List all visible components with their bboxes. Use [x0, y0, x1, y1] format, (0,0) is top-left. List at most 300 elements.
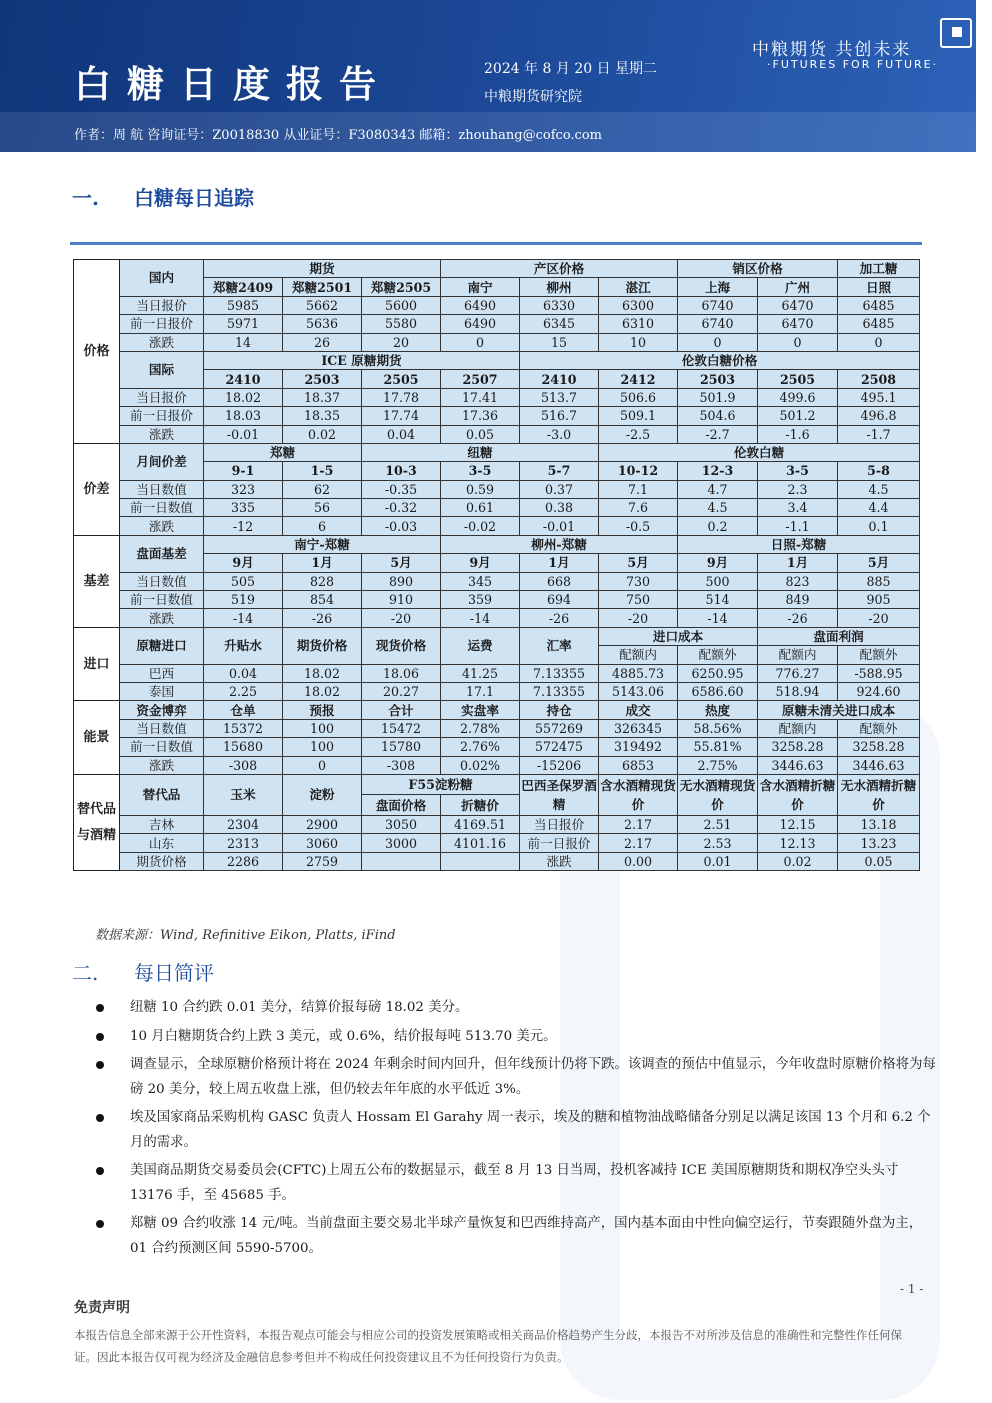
value-cell: 0.00: [599, 852, 678, 870]
value-cell: 359: [441, 591, 520, 609]
row-label: 山东: [120, 834, 204, 852]
group-header: 国际: [120, 351, 204, 388]
column-header: 2410: [204, 370, 283, 388]
category-label: 基差: [74, 535, 120, 627]
brand-subtitle: ·FUTURES FOR FUTURE·: [767, 58, 939, 71]
value-cell: 58.56%: [678, 719, 758, 737]
column-header: 无水酒精现货价: [678, 774, 758, 815]
value-cell: 0.04: [204, 664, 283, 682]
group-header: 巴西圣保罗酒精: [520, 774, 599, 815]
group-header: 月间价差: [120, 443, 204, 480]
column-header: 3-5: [758, 462, 838, 480]
table-row: [74, 719, 920, 737]
table-row: [74, 701, 920, 719]
value-cell: 2.17: [599, 815, 678, 833]
value-cell: 6485: [838, 315, 920, 333]
value-cell: -308: [204, 756, 283, 774]
group-header: 郑糖: [204, 443, 362, 461]
value-cell: 7.13355: [520, 664, 599, 682]
group-header: 伦敦白糖价格: [520, 351, 920, 369]
section-title: 白糖每日追踪: [134, 186, 254, 210]
value-cell: 504.6: [678, 407, 758, 425]
column-header: 现货价格: [362, 627, 441, 664]
comment-text: 调查显示，全球原糖价格预计将在 2024 年剩余时间内回升，但年线预计仍将下跌。该调查的预估中值显示，今年收盘时原糖价格将为每磅 20 美分，较上周五收盘上涨，但仍较去年年底的水平低近 3%。: [130, 1057, 936, 1097]
row-label: 涨跌: [120, 333, 204, 351]
value-cell: 7.6: [599, 499, 678, 517]
comment-item: [96, 996, 936, 1021]
cofco-logo-icon: [940, 18, 972, 48]
comment-text: 郑糖 09 合约收涨 14 元/吨。当前盘面主要交易北半球产量恢复和巴西维持高产，国内基本面由中性向偏空运行，节奏跟随外盘为主，01 合约预测区间 5590-5700。: [130, 1216, 923, 1256]
table-row: [74, 425, 920, 443]
value-cell: 14: [204, 333, 283, 351]
column-header: 郑糖2409: [204, 278, 283, 296]
value-cell: 557269: [520, 719, 599, 737]
value-cell: 10: [599, 333, 678, 351]
column-header: 1月: [758, 554, 838, 572]
value-cell: 2.3: [758, 480, 838, 498]
category-label: 进口: [74, 627, 120, 701]
value-cell: 345: [441, 572, 520, 590]
table-row: [74, 591, 920, 609]
value-cell: -0.5: [599, 517, 678, 535]
value-cell: 0: [441, 333, 520, 351]
group-header: 纽糖: [362, 443, 599, 461]
value-cell: 18.06: [362, 664, 441, 682]
value-cell: 6853: [599, 756, 678, 774]
value-cell: 694: [520, 591, 599, 609]
value-cell: 890: [362, 572, 441, 590]
value-cell: 5143.06: [599, 682, 678, 700]
value-cell: [362, 852, 441, 870]
row-label: 涨跌: [120, 756, 204, 774]
value-cell: 100: [283, 719, 362, 737]
value-cell: 3446.63: [758, 756, 838, 774]
table-row: [74, 351, 920, 369]
table-row: [74, 499, 920, 517]
column-header: 2505: [758, 370, 838, 388]
column-header: 10-3: [362, 462, 441, 480]
row-label: 前一日数值: [120, 499, 204, 517]
value-cell: 2.75%: [678, 756, 758, 774]
bullet-icon: [96, 1167, 104, 1175]
value-cell: -588.95: [838, 664, 920, 682]
column-header: 5月: [362, 554, 441, 572]
comment-text: 纽糖 10 合约跌 0.01 美分，结算价报每磅 18.02 美分。: [130, 1000, 469, 1015]
column-header: 成交: [599, 701, 678, 719]
value-cell: 15680: [204, 738, 283, 756]
table-row: [74, 815, 920, 833]
comment-text: 埃及国家商品采购机构 GASC 负责人 Hossam El Garahy 周一表示，埃及的糖和植物油战略储备分别足以满足该国 13 个月和 6.2 个月的需求。: [130, 1110, 931, 1150]
value-cell: 495.1: [838, 388, 920, 406]
value-cell: -26: [520, 609, 599, 627]
column-header: 日照: [838, 278, 920, 296]
column-header: 2503: [283, 370, 362, 388]
value-cell: -26: [283, 609, 362, 627]
value-cell: 2304: [204, 815, 283, 833]
column-header: 热度: [678, 701, 758, 719]
value-cell: 501.9: [678, 388, 758, 406]
value-cell: 5985: [204, 296, 283, 314]
column-header: 期货价格: [283, 627, 362, 664]
comment-item: [96, 1159, 936, 1208]
value-cell: -0.32: [362, 499, 441, 517]
group-header: 柳州-郑糖: [441, 535, 678, 553]
table-row: [74, 627, 920, 645]
institute-name: 中粮期货研究院: [484, 89, 582, 105]
row-label: 吉林: [120, 815, 204, 833]
column-header: 配额内: [599, 646, 678, 664]
column-header: 持仓: [520, 701, 599, 719]
comment-item: [96, 1025, 936, 1050]
value-cell: 2759: [283, 852, 362, 870]
value-cell: 6740: [678, 296, 758, 314]
column-header: 2508: [838, 370, 920, 388]
column-header: 5-8: [838, 462, 920, 480]
value-cell: 499.6: [758, 388, 838, 406]
value-cell: 4885.73: [599, 664, 678, 682]
group-header: 原糖进口: [120, 627, 204, 664]
value-cell: 319492: [599, 738, 678, 756]
column-header: 含水酒精折糖价: [758, 774, 838, 815]
value-cell: 0: [838, 333, 920, 351]
value-cell: 849: [758, 591, 838, 609]
value-cell: 3258.28: [758, 738, 838, 756]
column-header: 5月: [599, 554, 678, 572]
value-cell: -14: [678, 609, 758, 627]
value-cell: 4169.51: [441, 815, 520, 833]
value-cell: 62: [283, 480, 362, 498]
value-cell: 516.7: [520, 407, 599, 425]
row-label: 涨跌: [120, 425, 204, 443]
value-cell: 13.18: [838, 815, 920, 833]
section-heading-tracking: [72, 182, 254, 211]
value-cell: 0: [758, 333, 838, 351]
report-date: 2024 年 8 月 20 日 星期二: [484, 61, 658, 77]
value-cell: 2900: [283, 815, 362, 833]
value-cell: 496.8: [838, 407, 920, 425]
value-cell: 6490: [441, 296, 520, 314]
value-cell: 730: [599, 572, 678, 590]
value-cell: 26: [283, 333, 362, 351]
column-header: 1月: [283, 554, 362, 572]
value-cell: 924.60: [838, 682, 920, 700]
value-cell: 100: [283, 738, 362, 756]
comment-text: 10 月白糖期货合约上跌 3 美元，或 0.6%，结价报每吨 513.70 美元。: [130, 1028, 557, 1044]
column-header: 无水酒精折糖价: [838, 774, 920, 815]
page-number: - 1 -: [900, 1282, 924, 1296]
value-cell: 500: [678, 572, 758, 590]
report-title: 白糖日度报告: [74, 62, 392, 106]
value-cell: 0.05: [441, 425, 520, 443]
value-cell: 20.27: [362, 682, 441, 700]
category-label: 价格: [74, 260, 120, 444]
column-header: 仓单: [204, 701, 283, 719]
value-cell: 0.38: [520, 499, 599, 517]
value-cell: 4101.16: [441, 834, 520, 852]
group-header: 原糖未清关进口成本: [758, 701, 920, 719]
value-cell: 0.04: [362, 425, 441, 443]
column-header: 运费: [441, 627, 520, 664]
column-header: 1月: [520, 554, 599, 572]
banner-edge: [976, 0, 992, 152]
value-cell: -12: [204, 517, 283, 535]
row-label: 前一日数值: [120, 591, 204, 609]
group-header: 销区价格: [678, 260, 838, 278]
daily-tracking-table: [73, 259, 920, 871]
bullet-icon: [96, 1220, 104, 1228]
value-cell: 55.81%: [678, 738, 758, 756]
value-cell: 6345: [520, 315, 599, 333]
value-cell: 2286: [204, 852, 283, 870]
value-cell: -0.01: [204, 425, 283, 443]
value-cell: -14: [441, 609, 520, 627]
column-header: 实盘率: [441, 701, 520, 719]
row-label: 前一日数值: [120, 738, 204, 756]
column-header: 广州: [758, 278, 838, 296]
value-cell: 配额外: [838, 719, 920, 737]
group-header: F55淀粉糖: [362, 774, 520, 795]
value-cell: 0.01: [678, 852, 758, 870]
bullet-icon: [96, 1114, 104, 1122]
value-cell: 0: [283, 756, 362, 774]
column-header: 玉米: [204, 774, 283, 815]
row-label: 巴西: [120, 664, 204, 682]
value-cell: -15206: [520, 756, 599, 774]
table-row: [74, 834, 920, 852]
row-label: 当日报价: [120, 388, 204, 406]
table-row: [74, 756, 920, 774]
value-cell: 18.35: [283, 407, 362, 425]
value-cell: 750: [599, 591, 678, 609]
value-cell: 519: [204, 591, 283, 609]
column-header: 9月: [204, 554, 283, 572]
value-cell: 0.02%: [441, 756, 520, 774]
column-header: 10-12: [599, 462, 678, 480]
column-header: 3-5: [441, 462, 520, 480]
value-cell: -26: [758, 609, 838, 627]
value-cell: 6740: [678, 315, 758, 333]
value-cell: 7.1: [599, 480, 678, 498]
value-cell: -0.02: [441, 517, 520, 535]
value-cell: 56: [283, 499, 362, 517]
value-cell: [441, 852, 520, 870]
value-cell: 854: [283, 591, 362, 609]
section-heading-comment: [72, 957, 214, 986]
table-row: [74, 407, 920, 425]
value-cell: 3060: [283, 834, 362, 852]
value-cell: 776.27: [758, 664, 838, 682]
disclaimer-body: 本报告信息全部来源于公开性资料，本报告观点可能会与相应公司的投资发展策略或相关商品价格趋势产生分歧，本报告不对所涉及信息的准确性和完整性作任何保证。因此本报告仅可视为经济及金融信息参考但并不构成任何投资建议且不为任何投资行为负责。: [74, 1328, 902, 1364]
group-header: 资金博弈: [120, 701, 204, 719]
value-cell: 2.53: [678, 834, 758, 852]
row-label: 当日报价: [120, 296, 204, 314]
table-row: [74, 517, 920, 535]
row-label: 期货价格: [120, 852, 204, 870]
group-header: 替代品: [120, 774, 204, 815]
value-cell: 18.03: [204, 407, 283, 425]
bullet-icon: [96, 1061, 104, 1069]
table-row: [74, 852, 920, 870]
value-cell: 0.61: [441, 499, 520, 517]
group-header: 伦敦白糖: [599, 443, 920, 461]
tracking-table-container: [73, 259, 919, 871]
value-cell: 17.41: [441, 388, 520, 406]
value-cell: 2.78%: [441, 719, 520, 737]
column-header: 2503: [678, 370, 758, 388]
column-header: 升贴水: [204, 627, 283, 664]
value-cell: 12.13: [758, 834, 838, 852]
column-header: 12-3: [678, 462, 758, 480]
value-cell: 506.6: [599, 388, 678, 406]
row-label: 涨跌: [120, 609, 204, 627]
value-cell: 668: [520, 572, 599, 590]
section-title: 每日简评: [134, 961, 214, 985]
column-header: 郑糖2505: [362, 278, 441, 296]
row-label: 涨跌: [120, 517, 204, 535]
column-header: 9-1: [204, 462, 283, 480]
table-row: [74, 315, 920, 333]
value-cell: 17.1: [441, 682, 520, 700]
comment-item: [96, 1106, 936, 1155]
value-cell: 2.25: [204, 682, 283, 700]
value-cell: 18.02: [283, 664, 362, 682]
value-cell: 0.2: [678, 517, 758, 535]
row-label: 当日数值: [120, 572, 204, 590]
value-cell: 572475: [520, 738, 599, 756]
value-cell: -14: [204, 609, 283, 627]
group-header: ICE 原糖期货: [204, 351, 520, 369]
value-cell: 5600: [362, 296, 441, 314]
value-cell: -2.5: [599, 425, 678, 443]
value-cell: 514: [678, 591, 758, 609]
column-header: 盘面价格: [362, 795, 441, 816]
value-cell: 18.37: [283, 388, 362, 406]
group-header: 加工糖: [838, 260, 920, 278]
value-cell: 15: [520, 333, 599, 351]
column-header: 5月: [838, 554, 920, 572]
column-header: 含水酒精现货价: [599, 774, 678, 815]
value-cell: -0.01: [520, 517, 599, 535]
value-cell: 0.02: [758, 852, 838, 870]
table-row: [74, 535, 920, 553]
group-header: 南宁-郑糖: [204, 535, 441, 553]
value-cell: 3258.28: [838, 738, 920, 756]
table-row: [74, 774, 920, 795]
column-header: 9月: [441, 554, 520, 572]
bullet-icon: [96, 1004, 104, 1012]
value-cell: 4.7: [678, 480, 758, 498]
data-source: 数据来源：Wind, Refinitive Eikon, Platts, iFind: [95, 928, 396, 943]
value-cell: -2.7: [678, 425, 758, 443]
column-header: 郑糖2501: [283, 278, 362, 296]
row-label: 前一日报价: [520, 834, 599, 852]
table-row: [74, 609, 920, 627]
column-header: 5-7: [520, 462, 599, 480]
value-cell: 6485: [838, 296, 920, 314]
comment-item: [96, 1212, 936, 1261]
value-cell: 17.74: [362, 407, 441, 425]
value-cell: 513.7: [520, 388, 599, 406]
section-number: 二.: [72, 961, 99, 985]
group-header: 日照-郑糖: [678, 535, 920, 553]
value-cell: -20: [838, 609, 920, 627]
column-header: 2410: [520, 370, 599, 388]
value-cell: -1.6: [758, 425, 838, 443]
value-cell: 4.4: [838, 499, 920, 517]
column-header: 2507: [441, 370, 520, 388]
value-cell: 6: [283, 517, 362, 535]
group-header: 国内: [120, 260, 204, 297]
value-cell: 15472: [362, 719, 441, 737]
section-number: 一.: [72, 186, 99, 210]
column-header: 配额外: [838, 646, 920, 664]
category-label: 替代品与酒精: [74, 774, 120, 870]
comment-list: [96, 996, 936, 1265]
column-header: 9月: [678, 554, 758, 572]
value-cell: 6250.95: [678, 664, 758, 682]
value-cell: 0: [678, 333, 758, 351]
column-header: 柳州: [520, 278, 599, 296]
column-header: 淀粉: [283, 774, 362, 815]
column-header: 南宁: [441, 278, 520, 296]
column-header: 1-5: [283, 462, 362, 480]
table-row: [74, 664, 920, 682]
value-cell: 6470: [758, 315, 838, 333]
group-header: 盘面利润: [758, 627, 920, 645]
value-cell: 15780: [362, 738, 441, 756]
column-header: 2412: [599, 370, 678, 388]
row-label: 当日报价: [520, 815, 599, 833]
value-cell: 0.37: [520, 480, 599, 498]
column-header: 预报: [283, 701, 362, 719]
value-cell: 配额内: [758, 719, 838, 737]
group-header: 期货: [204, 260, 441, 278]
category-label: 能景: [74, 701, 120, 775]
value-cell: 5580: [362, 315, 441, 333]
value-cell: 509.1: [599, 407, 678, 425]
value-cell: 13.23: [838, 834, 920, 852]
table-row: [74, 388, 920, 406]
value-cell: 2.17: [599, 834, 678, 852]
row-label: 前一日报价: [120, 407, 204, 425]
value-cell: 6330: [520, 296, 599, 314]
row-label: 当日数值: [120, 719, 204, 737]
value-cell: 6490: [441, 315, 520, 333]
author-line: 作者：周 航 咨询证号：Z0018830 从业证号：F3080343 邮箱：zhouhang@cofco.com: [74, 128, 602, 143]
column-header: 配额内: [758, 646, 838, 664]
category-label: 价差: [74, 443, 120, 535]
row-label: 涨跌: [520, 852, 599, 870]
value-cell: 0.1: [838, 517, 920, 535]
value-cell: 7.13355: [520, 682, 599, 700]
comment-text: 美国商品期货交易委员会(CFTC)上周五公布的数据显示，截至 8 月 13 日当周，投机客减持 ICE 美国原糖期货和期权净空头头寸 13176 手，至 45685 手。: [130, 1163, 899, 1203]
value-cell: 6300: [599, 296, 678, 314]
value-cell: 335: [204, 499, 283, 517]
column-header: 汇率: [520, 627, 599, 664]
value-cell: 4.5: [678, 499, 758, 517]
value-cell: 323: [204, 480, 283, 498]
value-cell: 3446.63: [838, 756, 920, 774]
value-cell: 0.05: [838, 852, 920, 870]
value-cell: 823: [758, 572, 838, 590]
table-row: [74, 480, 920, 498]
bullet-icon: [96, 1033, 104, 1041]
value-cell: 3000: [362, 834, 441, 852]
value-cell: 20: [362, 333, 441, 351]
comment-item: [96, 1053, 936, 1102]
brand-slogan: 中粮期货 共创未来: [752, 40, 912, 60]
value-cell: 18.02: [283, 682, 362, 700]
